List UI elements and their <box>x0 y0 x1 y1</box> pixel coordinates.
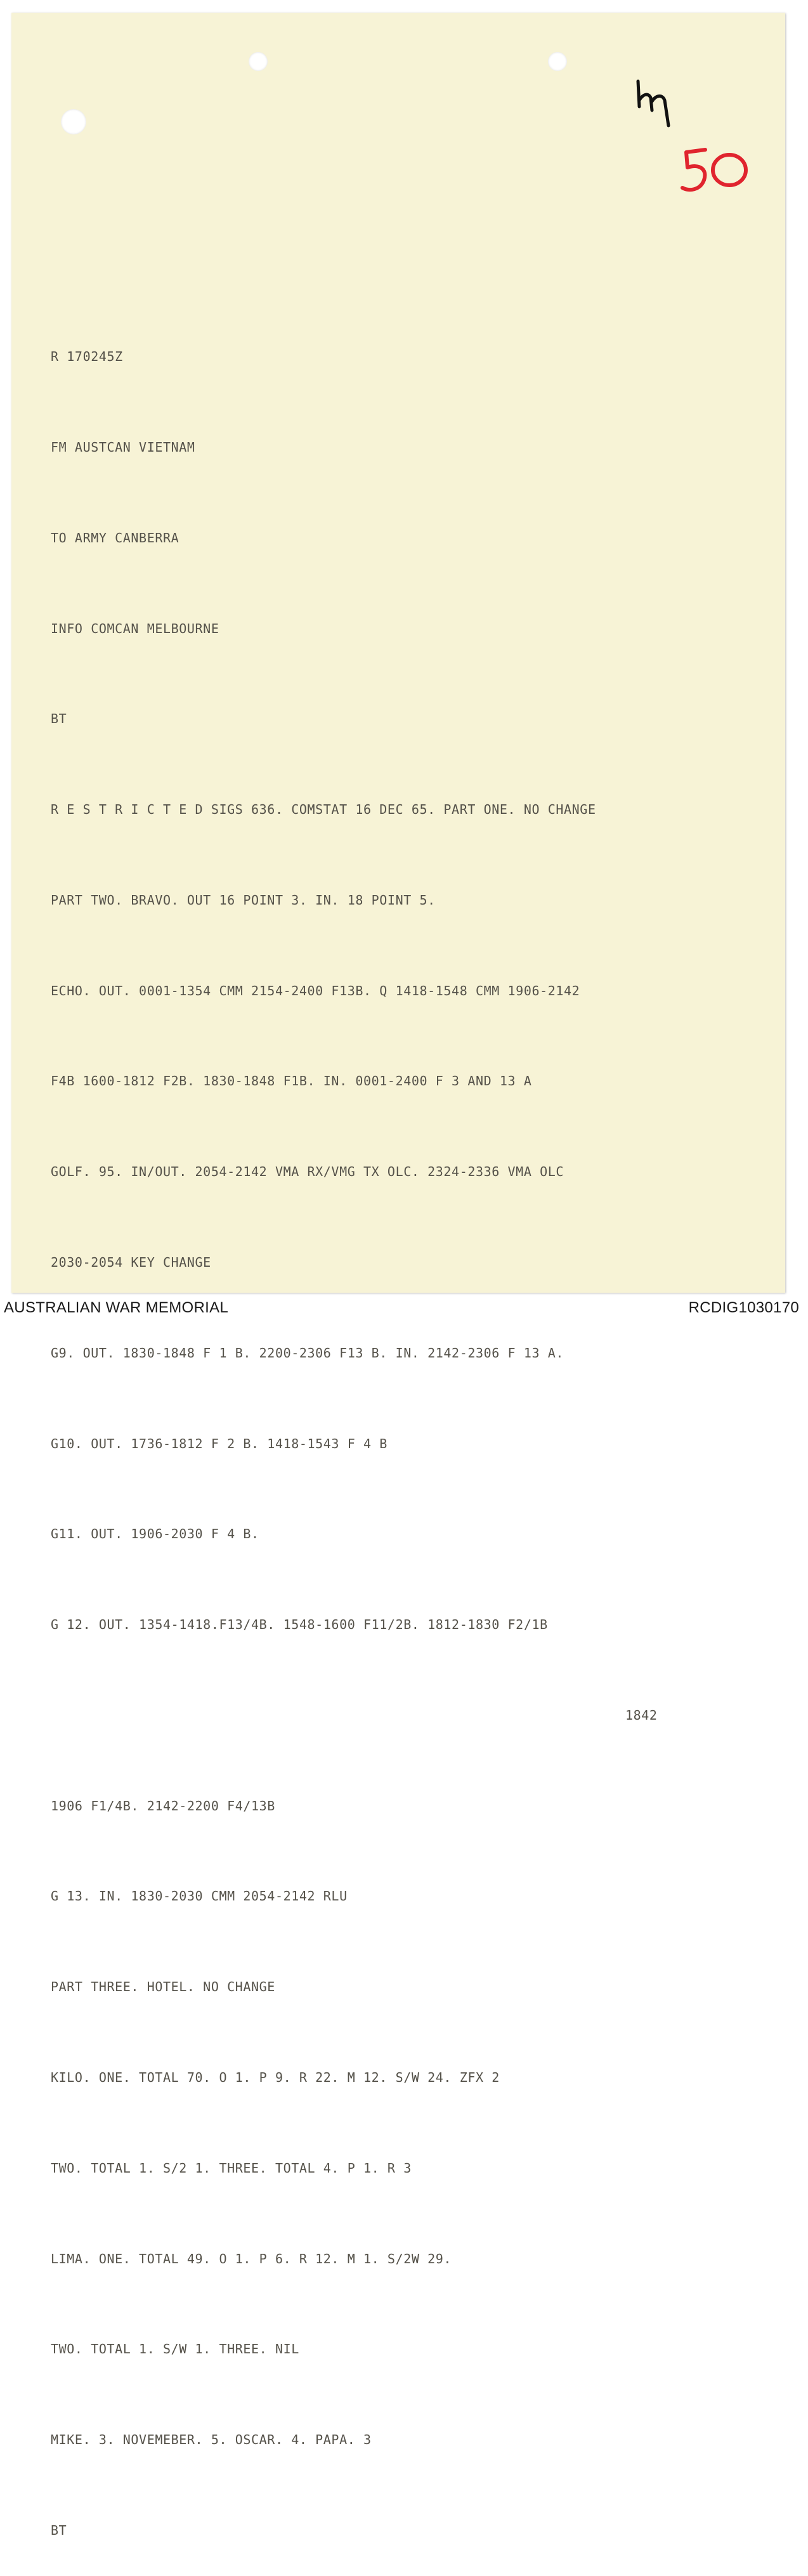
message-line: INFO COMCAN MELBOURNE <box>51 620 219 636</box>
archive-reference: RCDIG1030170 <box>688 1299 799 1316</box>
message-line: G11. OUT. 1906-2030 F 4 B. <box>51 1526 259 1542</box>
message-line: 1906 F1/4B. 2142-2200 F4/13B <box>51 1798 275 1814</box>
message-line: TO ARMY CANBERRA <box>51 530 179 546</box>
message-line: G 13. IN. 1830-2030 CMM 2054-2142 RLU <box>51 1888 348 1904</box>
message-line: 2030-2054 KEY CHANGE <box>51 1255 211 1270</box>
message-line: BT <box>51 711 67 727</box>
message-line: GOLF. 95. IN/OUT. 2054-2142 VMA RX/VMG TX OLC. 2324-2336 VMA OLC <box>51 1164 564 1180</box>
punch-hole <box>548 52 567 71</box>
teletype-message <box>51 282 761 2576</box>
message-line: MIKE. 3. NOVEMEBER. 5. OSCAR. 4. PAPA. 3 <box>51 2432 372 2448</box>
message-line: PART TWO. BRAVO. OUT 16 POINT 3. IN. 18 POINT 5. <box>51 892 436 908</box>
punch-hole <box>249 52 268 71</box>
message-line: R E S T R I C T E D SIGS 636. COMSTAT 16 DEC 65. PART ONE. NO CHANGE <box>51 802 596 818</box>
handwritten-folio-number <box>680 143 756 200</box>
message-line: F4B 1600-1812 F2B. 1830-1848 F1B. IN. 0001-2400 F 3 AND 13 A <box>51 1073 532 1089</box>
message-line: R 170245Z <box>51 349 123 365</box>
message-line-overflow: 1842 <box>625 1707 658 1723</box>
message-line: G9. OUT. 1830-1848 F 1 B. 2200-2306 F13 B. IN. 2142-2306 F 13 A. <box>51 1345 564 1361</box>
message-line: KILO. ONE. TOTAL 70. O 1. P 9. R 22. M 12. S/W 24. ZFX 2 <box>51 2070 500 2086</box>
message-line: G10. OUT. 1736-1812 F 2 B. 1418-1543 F 4 B <box>51 1435 388 1451</box>
message-line: TWO. TOTAL 1. S/W 1. THREE. NIL <box>51 2341 299 2357</box>
archive-credit: AUSTRALIAN WAR MEMORIAL <box>4 1299 229 1316</box>
message-line: BT <box>51 2522 67 2538</box>
message-line: PART THREE. HOTEL. NO CHANGE <box>51 1979 275 1995</box>
message-line: LIMA. ONE. TOTAL 49. O 1. P 6. R 12. M 1. S/2W 29. <box>51 2251 452 2266</box>
message-line: ECHO. OUT. 0001-1354 CMM 2154-2400 F13B. Q 1418-1548 CMM 1906-2142 <box>51 983 580 998</box>
message-line: TWO. TOTAL 1. S/2 1. THREE. TOTAL 4. P 1. R 3 <box>51 2160 412 2176</box>
message-line: FM AUSTCAN VIETNAM <box>51 439 195 455</box>
punch-hole <box>61 109 86 134</box>
handwritten-initial <box>634 75 676 128</box>
message-line: G 12. OUT. 1354-1418.F13/4B. 1548-1600 F11/2B. 1812-1830 F2/1B <box>51 1617 548 1633</box>
